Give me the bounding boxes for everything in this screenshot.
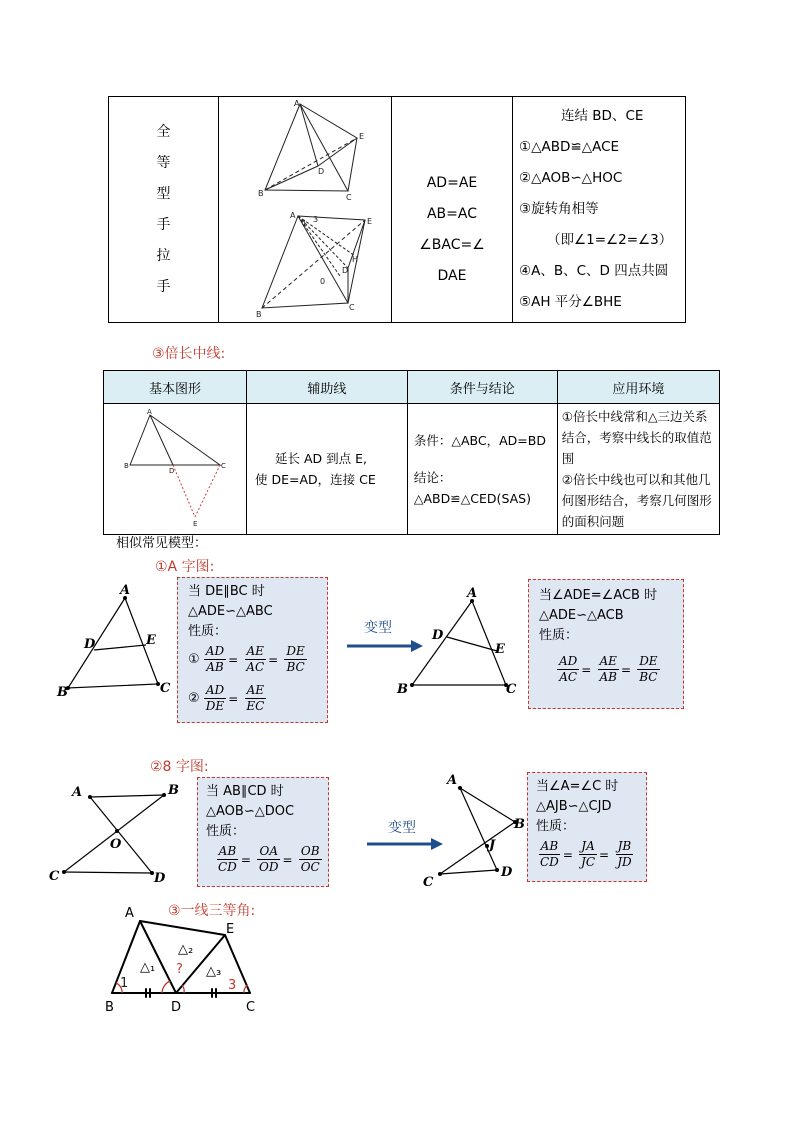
eight-shape-heading: ②8 字图:	[150, 759, 209, 775]
svg-text:B: B	[57, 685, 68, 700]
env-cell	[557, 404, 719, 535]
cond-line: 条件：△ABC，AD=BD	[413, 432, 546, 448]
svg-text:D: D	[154, 871, 166, 885]
svg-text:B: B	[397, 682, 408, 695]
hand-in-hand-figure	[220, 98, 390, 317]
condition-line: DAE	[437, 267, 467, 284]
svg-text:D: D	[342, 266, 349, 275]
svg-text:D: D	[171, 1000, 182, 1015]
env-2: ②倍长中线也可以和其他几何图形结合，考察几何图形的面积问题	[561, 472, 712, 529]
svg-text:△₁: △₁	[140, 960, 156, 975]
svg-text:C: C	[506, 682, 517, 695]
svg-text:A: A	[72, 785, 83, 800]
type-char: 手	[156, 216, 171, 233]
svg-text:D: D	[169, 467, 175, 475]
aux-line-1: 延长 AD 到点 E,	[275, 451, 367, 466]
svg-text:A: A	[294, 99, 300, 108]
svg-text:B: B	[168, 783, 179, 798]
svg-text:1: 1	[302, 219, 308, 228]
median-table	[103, 370, 720, 535]
transform-label-2: 变型	[388, 820, 416, 836]
type-cell	[109, 97, 219, 323]
conclusion-item: ④A、B、C、D 四点共圆	[519, 263, 669, 279]
svg-text:B: B	[105, 1000, 114, 1015]
eight-shape-box	[197, 777, 329, 887]
a2-box-line2: △ADE∽△ACB	[539, 608, 624, 623]
svg-text:3: 3	[313, 215, 319, 224]
svg-text:H: H	[352, 255, 359, 264]
conditions-cell	[392, 97, 513, 323]
svg-text:0: 0	[320, 277, 326, 286]
conclusion-item: ⑤AH 平分∠BHE	[519, 294, 622, 310]
svg-text:E: E	[226, 922, 235, 937]
section-heading: ③倍长中线:	[152, 346, 226, 362]
e-box-ratio: $\frac{AB}{CD}$ = $\frac{OA}{OD}$ = $\frac{OB}{OC}$	[218, 844, 320, 874]
a2-box-line3: 性质：	[539, 628, 579, 643]
a-shape-figure	[50, 582, 180, 702]
svg-text:E: E	[367, 217, 373, 226]
svg-text:O: O	[110, 837, 122, 852]
conclusion-item: （即∠1=∠2=∠3）	[547, 232, 673, 248]
median-figure-cell	[104, 404, 247, 535]
condition-line: AD=AE	[426, 174, 478, 191]
svg-text:△₂: △₂	[178, 942, 194, 957]
conclusion-label: 结论：	[413, 469, 452, 485]
a2-box-line1: 当∠ADE=∠ACB 时	[539, 588, 658, 603]
cond-cell	[407, 404, 557, 535]
svg-text:A: A	[467, 586, 478, 601]
svg-text:B: B	[124, 462, 129, 470]
type-char: 手	[156, 278, 171, 295]
conclusions-cell	[513, 97, 686, 323]
svg-text:1: 1	[120, 976, 129, 991]
svg-text:D: D	[501, 865, 513, 880]
header-aux: 辅助线	[247, 371, 408, 404]
eight-variant-figure	[415, 770, 530, 890]
svg-text:3: 3	[228, 978, 237, 993]
figure-cell	[219, 97, 392, 323]
a-box-line1: 当 DE∥BC 时	[188, 584, 265, 599]
svg-text:A: A	[125, 906, 134, 921]
a-shape-heading: ①A 字图:	[155, 559, 215, 575]
transform-label-1: 变型	[364, 620, 392, 636]
svg-text:E: E	[193, 520, 198, 527]
e2-box-ratio: $\frac{AB}{CD}$ = $\frac{JA}{JC}$ = $\frac{JB}{JD}$	[540, 839, 632, 869]
svg-text:C: C	[349, 303, 355, 312]
svg-text:A: A	[147, 408, 152, 416]
svg-text:D: D	[84, 637, 96, 652]
svg-text:C: C	[346, 193, 352, 202]
eight-shape-figure	[44, 780, 184, 885]
header-basic: 基本图形	[104, 371, 247, 404]
a-box-line3: 性质：	[188, 624, 228, 639]
a-variant-figure	[392, 585, 522, 695]
type-char: 等	[156, 154, 171, 171]
e-box-line2: △AOB∽△DOC	[206, 804, 295, 819]
type-char: 拉	[156, 247, 171, 264]
aux-line-2: 使 DE=AD，连接 CE	[255, 472, 376, 487]
condition-line: AB=AC	[426, 205, 478, 222]
conclusion-line: △ABD≌△CED(SAS)	[413, 490, 531, 506]
a-box-line2: △ADE∽△ABC	[188, 604, 273, 619]
svg-text:A: A	[290, 211, 296, 220]
svg-text:A: A	[447, 773, 458, 788]
conclusion-item: ③旋转角相等	[519, 201, 599, 217]
svg-text:△₃: △₃	[206, 964, 222, 979]
svg-text:D: D	[432, 628, 444, 643]
eight-variant-box	[527, 772, 647, 882]
svg-text:E: E	[495, 642, 505, 657]
condition-line: ∠BAC=∠	[419, 236, 485, 253]
a-variant-box	[528, 579, 684, 709]
svg-text:B: B	[256, 310, 262, 317]
e2-box-line3: 性质：	[536, 819, 576, 834]
e2-box-line2: △AJB∽△CJD	[536, 799, 612, 814]
svg-text:A: A	[120, 583, 131, 598]
similar-heading: 相似常见模型：	[116, 536, 208, 551]
a-shape-box	[177, 577, 328, 723]
header-env: 应用环境	[557, 371, 719, 404]
svg-text:J: J	[489, 838, 496, 853]
e2-box-line1: 当∠A=∠C 时	[536, 779, 619, 794]
conclusion-item: 连结 BD、CE	[561, 108, 644, 124]
e-box-line3: 性质：	[206, 824, 246, 839]
a2-box-ratio: $\frac{AD}{AC}$ = $\frac{AE}{AB}$ = $\frac{DE}{BC}$	[559, 654, 658, 684]
svg-text:C: C	[160, 681, 171, 696]
svg-text:D: D	[318, 167, 325, 176]
svg-text:C: C	[246, 1000, 256, 1015]
aux-cell	[247, 404, 408, 535]
type-char: 全	[156, 123, 171, 140]
e-box-line1: 当 AB∥CD 时	[206, 784, 284, 799]
svg-text:E: E	[146, 633, 156, 648]
svg-text:?: ?	[176, 962, 183, 977]
hand-in-hand-table	[108, 96, 686, 323]
a-box-ratio2: ② $\frac{AD}{DE}$ = $\frac{AE}{EC}$	[188, 683, 265, 713]
env-1: ①倍长中线常和△三边关系结合，考察中线长的取值范围	[561, 409, 712, 466]
svg-text:C: C	[49, 869, 60, 884]
a-box-ratio1: ① $\frac{AD}{AB}$ = $\frac{AE}{AC}$ = $\frac{DE}{BC}$	[188, 644, 305, 674]
one-line-heading: ③一线三等角:	[168, 903, 256, 919]
median-figure	[105, 405, 245, 527]
svg-text:B: B	[258, 189, 264, 198]
type-char: 型	[156, 185, 171, 202]
header-cond: 条件与结论	[407, 371, 557, 404]
svg-text:B: B	[514, 817, 525, 832]
conclusion-item: ①△ABD≌△ACE	[519, 139, 620, 155]
svg-text:E: E	[359, 132, 365, 141]
svg-text:C: C	[221, 462, 226, 470]
one-line-three-angles-figure	[100, 905, 270, 1017]
conclusion-item: ②△AOB∽△HOC	[519, 170, 623, 186]
svg-text:C: C	[423, 875, 434, 890]
